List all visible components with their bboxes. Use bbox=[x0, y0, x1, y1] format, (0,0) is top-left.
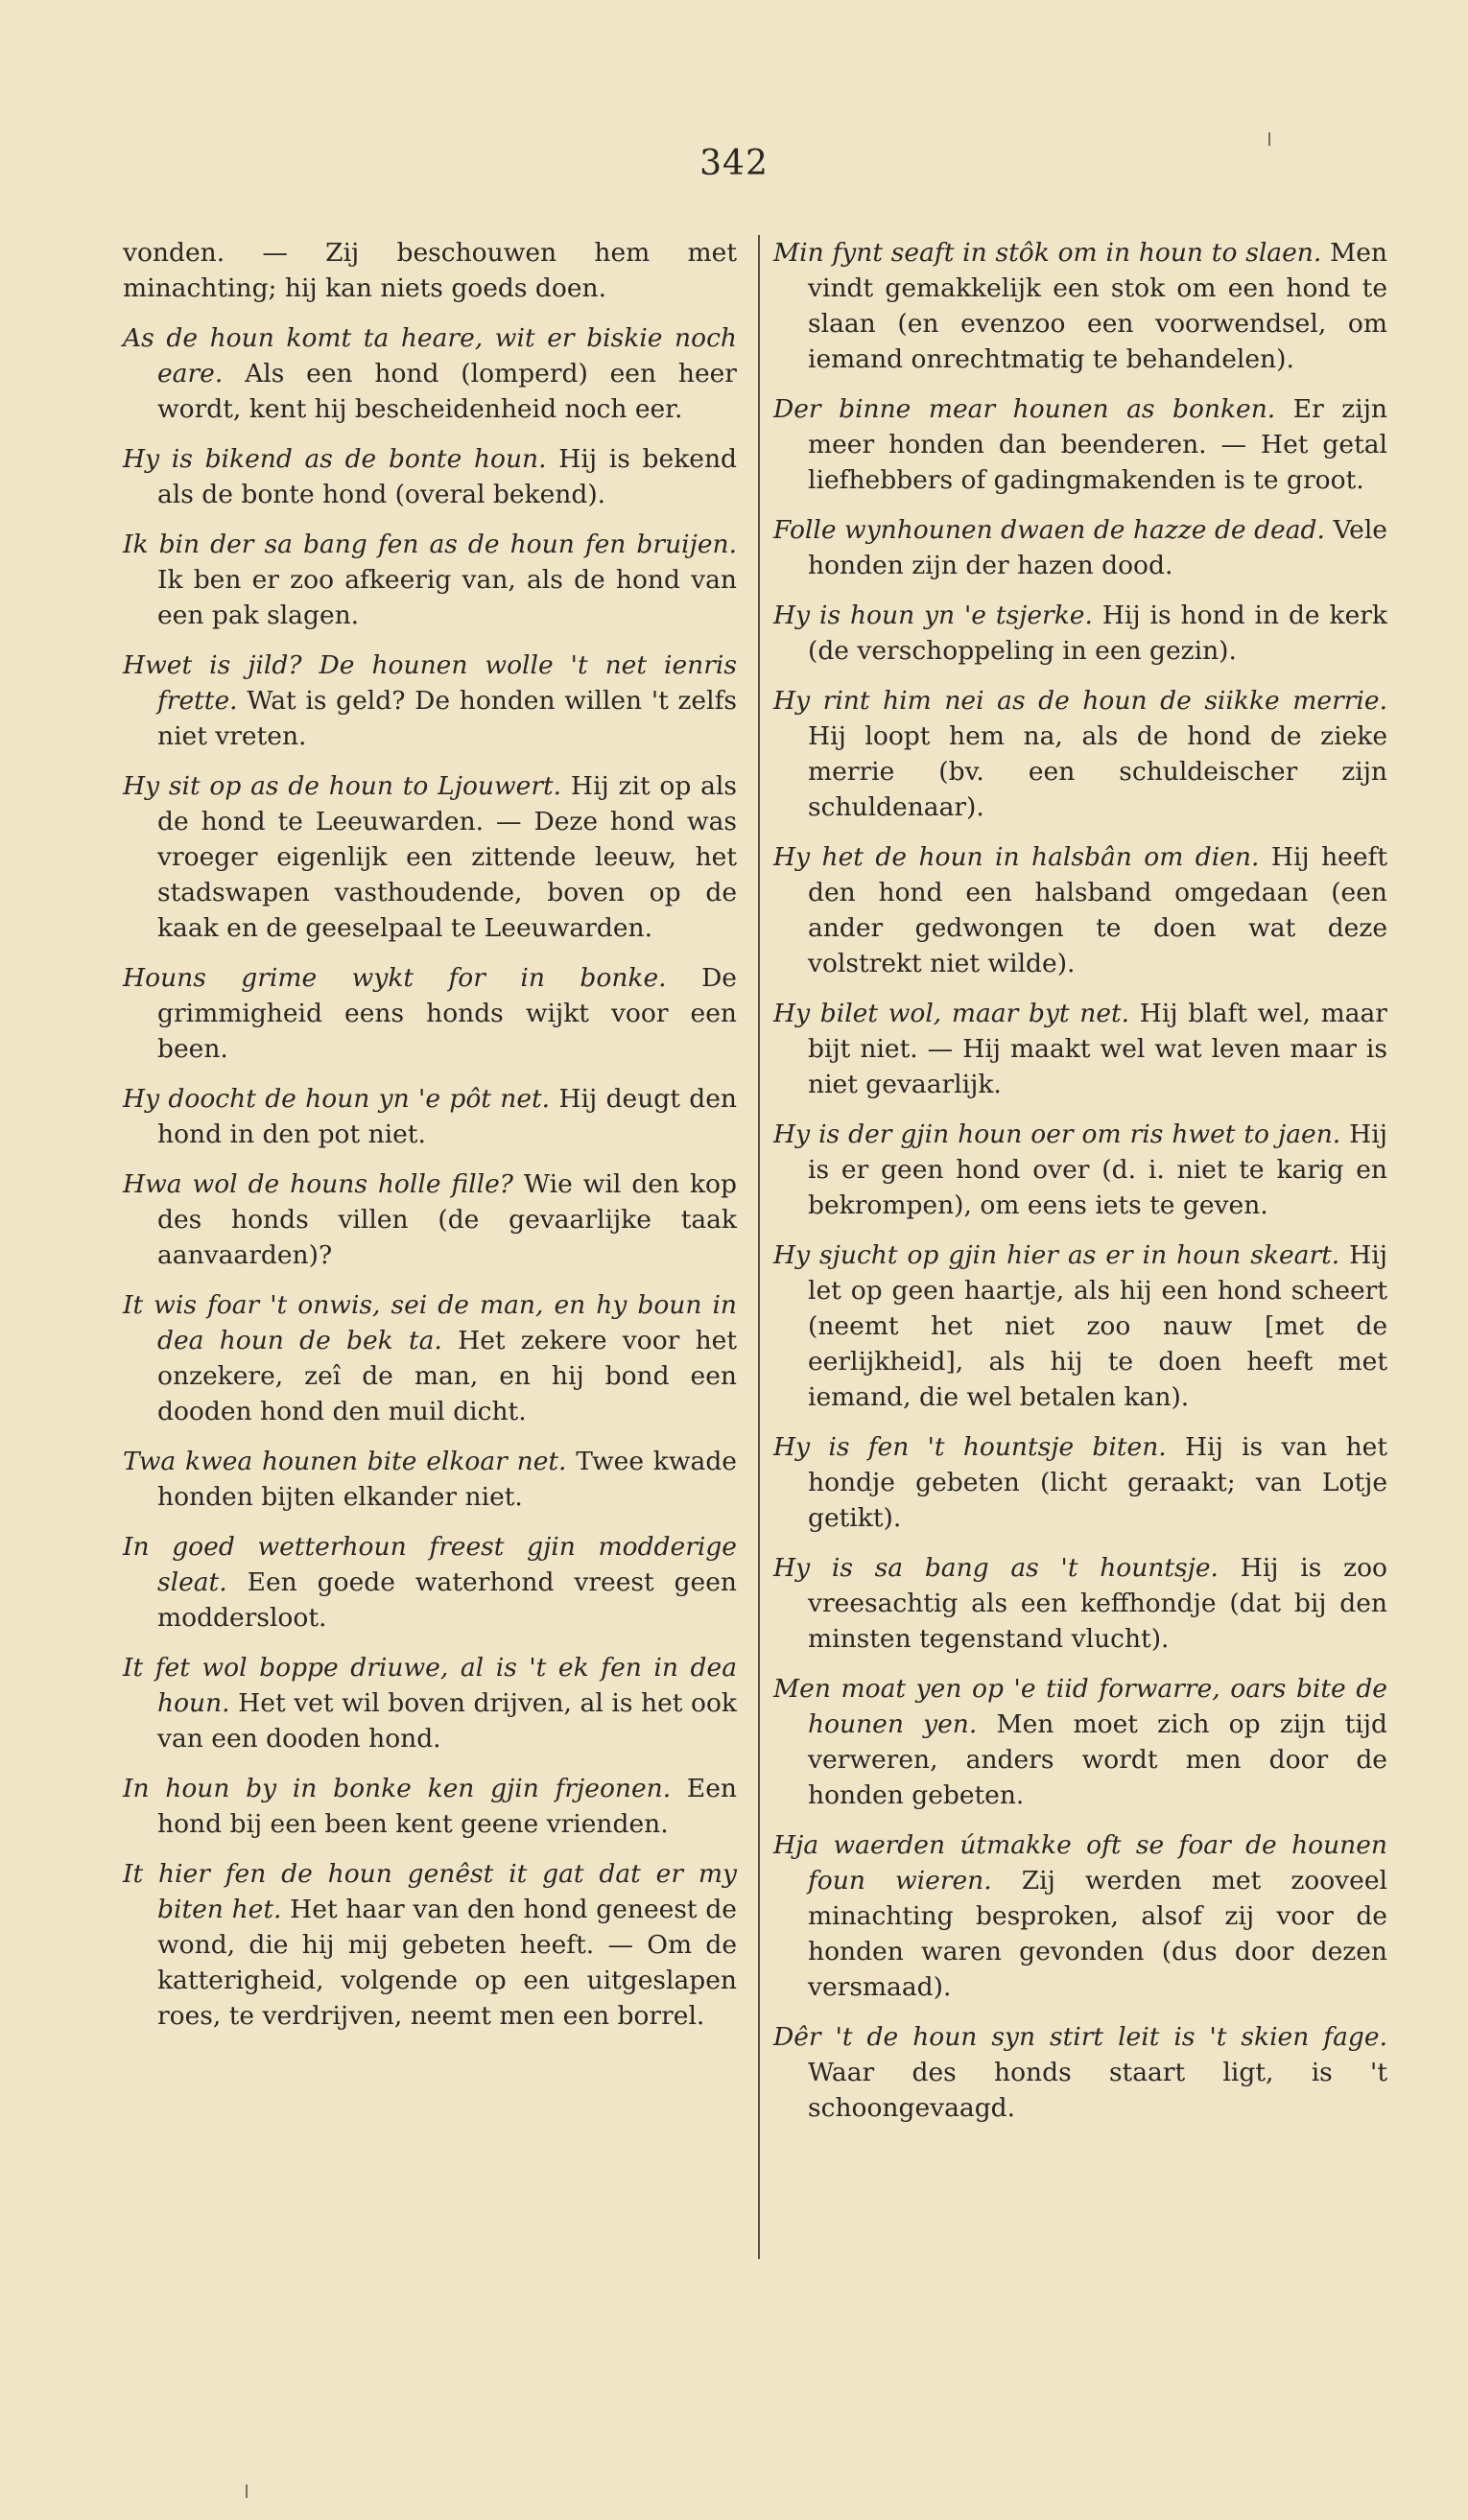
dutch-translation: Zij werden met zooveel minachting besproken, alsof zij voor de honden waren gevonden (dus door dezen versmaad). bbox=[808, 1866, 1387, 2002]
dutch-translation: Er zijn meer honden dan beenderen. — Het getal liefhebbers of gadingmakenden is te groot. bbox=[808, 394, 1387, 495]
frisian-proverb: Houns grime wykt for in bonke. bbox=[123, 963, 667, 993]
frisian-proverb: Hy is fen 't hountsje biten. bbox=[773, 1432, 1167, 1462]
proverb-entry bbox=[123, 768, 737, 946]
frisian-proverb: Hy sit op as de houn to Ljouwert. bbox=[123, 771, 562, 801]
frisian-proverb: Hy is bikend as de bonte houn. bbox=[123, 444, 547, 474]
proverb-entry bbox=[123, 527, 737, 633]
proverb-entry bbox=[773, 1550, 1387, 1657]
proverb-entry bbox=[773, 839, 1387, 981]
dutch-translation: Een hond bij een been kent geene vrienden. bbox=[157, 1774, 737, 1839]
dutch-translation: Als een hond (lomperd) een heer wordt, kent hij bescheidenheid noch eer. bbox=[157, 359, 737, 424]
print-mark bbox=[246, 2485, 248, 2498]
dutch-translation: Hij is bekend als de bonte hond (overal bekend). bbox=[157, 444, 737, 509]
proverb-entry bbox=[773, 598, 1387, 669]
proverb-entry bbox=[123, 441, 737, 512]
page-number: 342 bbox=[699, 144, 769, 183]
dutch-translation: Twee kwade honden bijten elkander niet. bbox=[157, 1447, 737, 1512]
proverb-entry bbox=[773, 683, 1387, 825]
frisian-proverb: Hy het de houn in halsbân om dien. bbox=[773, 842, 1260, 872]
dutch-translation: Hij zit op als de hond te Leeuwarden. — Deze hond was vroeger eigenlijk een zittende leeuw, het stadswapen vasthoudende, boven op de kaak en de geeselpaal te Leeuwarden. bbox=[157, 771, 737, 943]
frisian-proverb: It wis foar 't onwis, sei de man, en hy boun in dea houn de bek ta. bbox=[123, 1290, 737, 1355]
frisian-proverb: Ik bin der sa bang fen as de houn fen bruijen. bbox=[123, 530, 737, 559]
dutch-translation: De grimmigheid eens honds wijkt voor een been. bbox=[157, 963, 737, 1064]
dutch-translation: Wat is geld? De honden willen 't zelfs niet vreten. bbox=[157, 686, 737, 751]
proverb-entry bbox=[123, 235, 737, 306]
dutch-translation: Vele honden zijn der hazen dood. bbox=[808, 515, 1387, 580]
frisian-proverb: It fet wol boppe driuwe, al is 't ek fen in dea houn. bbox=[123, 1653, 737, 1718]
frisian-proverb: Hwa wol de houns holle fille? bbox=[123, 1169, 513, 1199]
proverb-entry bbox=[773, 1827, 1387, 2005]
frisian-proverb: Men moat yen op 'e tiid forwarre, oars bite de hounen yen. bbox=[773, 1674, 1387, 1739]
print-mark bbox=[1268, 132, 1270, 146]
dutch-translation: Hij is zoo vreesachtig als een keffhondje (dat bij den minsten tegenstand vlucht). bbox=[808, 1553, 1387, 1654]
dutch-translation: vonden. — Zij beschouwen hem met minachting; hij kan niets goeds doen. bbox=[123, 238, 737, 303]
frisian-proverb: Min fynt seaft in stôk om in houn to slaen. bbox=[773, 238, 1322, 268]
proverb-entry bbox=[123, 320, 737, 427]
proverb-entry bbox=[123, 960, 737, 1067]
frisian-proverb: Hy is sa bang as 't hountsje. bbox=[773, 1553, 1219, 1583]
dutch-translation: Hij let op geen haartje, als hij een hond scheert (neemt het niet zoo nauw [met de eerlijkheid], als hij te doen heeft met iemand, die wel betalen kan). bbox=[808, 1240, 1387, 1412]
dutch-translation: Hij blaft wel, maar bijt niet. — Hij maakt wel wat leven maar is niet gevaarlijk. bbox=[808, 999, 1387, 1099]
left-column bbox=[123, 235, 737, 2048]
frisian-proverb: Der binne mear hounen as bonken. bbox=[773, 394, 1276, 424]
proverb-entry bbox=[123, 1529, 737, 1636]
dutch-translation: Het zekere voor het onzekere, zeî de man, en hij bond een dooden hond den muil dicht. bbox=[157, 1326, 737, 1426]
frisian-proverb: Hy sjucht op gjin hier as er in houn skeart. bbox=[773, 1240, 1340, 1270]
dutch-translation: Hij is er geen hond over (d. i. niet te karig en bekrompen), om eens iets te geven. bbox=[808, 1119, 1387, 1220]
proverb-entry bbox=[773, 1671, 1387, 1813]
frisian-proverb: Hy is houn yn 'e tsjerke. bbox=[773, 601, 1093, 630]
column-divider bbox=[758, 235, 760, 2259]
proverb-entry bbox=[773, 1429, 1387, 1536]
frisian-proverb: It hier fen de houn genêst it gat dat er my biten het. bbox=[123, 1859, 737, 1924]
proverb-entry bbox=[123, 1650, 737, 1756]
dutch-translation: Het vet wil boven drijven, al is het ook van een dooden hond. bbox=[157, 1688, 737, 1754]
frisian-proverb: Twa kwea hounen bite elkoar net. bbox=[123, 1447, 567, 1476]
frisian-proverb: As de houn komt ta heare, wit er biskie noch eare. bbox=[123, 323, 737, 389]
right-column bbox=[773, 235, 1387, 2140]
proverb-entry bbox=[123, 1166, 737, 1273]
dutch-translation: Men moet zich op zijn tijd verweren, anders wordt men door de honden gebeten. bbox=[808, 1709, 1387, 1810]
dutch-translation: Hij is van het hondje gebeten (licht geraakt; van Lotje getikt). bbox=[808, 1432, 1387, 1533]
proverb-entry bbox=[773, 1117, 1387, 1223]
frisian-proverb: In houn by in bonke ken gjin frjeonen. bbox=[123, 1774, 672, 1803]
proverb-entry bbox=[123, 1444, 737, 1515]
proverb-entry bbox=[123, 1771, 737, 1842]
frisian-proverb: Hwet is jild? De hounen wolle 't net ienris frette. bbox=[123, 650, 737, 716]
dutch-translation: Het haar van den hond geneest de wond, die hij mij gebeten heeft. — Om de katterigheid, volgende op een uitgeslapen roes, te verdrijven, neemt men een borrel. bbox=[157, 1895, 737, 2031]
dutch-translation: Hij is hond in de kerk (de verschoppeling in een gezin). bbox=[808, 601, 1387, 666]
frisian-proverb: Folle wynhounen dwaen de hazze de dead. bbox=[773, 515, 1325, 545]
proverb-entry bbox=[773, 391, 1387, 498]
frisian-proverb: Hy doocht de houn yn 'e pôt net. bbox=[123, 1084, 551, 1114]
dutch-translation: Ik ben er zoo afkeerig van, als de hond van een pak slagen. bbox=[157, 565, 737, 630]
proverb-entry bbox=[773, 235, 1387, 377]
proverb-entry bbox=[123, 1287, 737, 1429]
frisian-proverb: Dêr 't de houn syn stirt leit is 't skien fage. bbox=[773, 2022, 1387, 2052]
proverb-entry bbox=[773, 512, 1387, 583]
proverb-entry bbox=[773, 2019, 1387, 2126]
proverb-entry bbox=[123, 1856, 737, 2034]
frisian-proverb: Hja waerden útmakke oft se foar de hounen foun wieren. bbox=[773, 1830, 1387, 1896]
dutch-translation: Hij heeft den hond een halsband omgedaan (een ander gedwongen te doen wat deze volstrekt niet wilde). bbox=[808, 842, 1387, 978]
dutch-translation: Men vindt gemakkelijk een stok om een hond te slaan (en evenzoo een voorwendsel, om iemand onrechtmatig te behandelen). bbox=[808, 238, 1387, 374]
dutch-translation: Hij loopt hem na, als de hond de zieke merrie (bv. een schuldeischer zijn schuldenaar). bbox=[808, 721, 1387, 822]
dutch-translation: Een goede waterhond vreest geen moddersloot. bbox=[157, 1567, 737, 1633]
dutch-translation: Hij deugt den hond in den pot niet. bbox=[157, 1084, 737, 1149]
frisian-proverb: Hy is der gjin houn oer om ris hwet to jaen. bbox=[773, 1119, 1341, 1149]
frisian-proverb: Hy bilet wol, maar byt net. bbox=[773, 999, 1130, 1028]
frisian-proverb: In goed wetterhoun freest gjin modderige sleat. bbox=[123, 1532, 737, 1597]
proverb-entry bbox=[773, 1237, 1387, 1415]
proverb-entry bbox=[123, 1081, 737, 1152]
dutch-translation: Waar des honds staart ligt, is 't schoongevaagd. bbox=[808, 2058, 1387, 2123]
dutch-translation: Wie wil den kop des honds villen (de gevaarlijke taak aanvaarden)? bbox=[157, 1169, 737, 1270]
frisian-proverb: Hy rint him nei as de houn de siikke merrie. bbox=[773, 686, 1387, 716]
proverb-entry bbox=[123, 648, 737, 754]
proverb-entry bbox=[773, 996, 1387, 1102]
